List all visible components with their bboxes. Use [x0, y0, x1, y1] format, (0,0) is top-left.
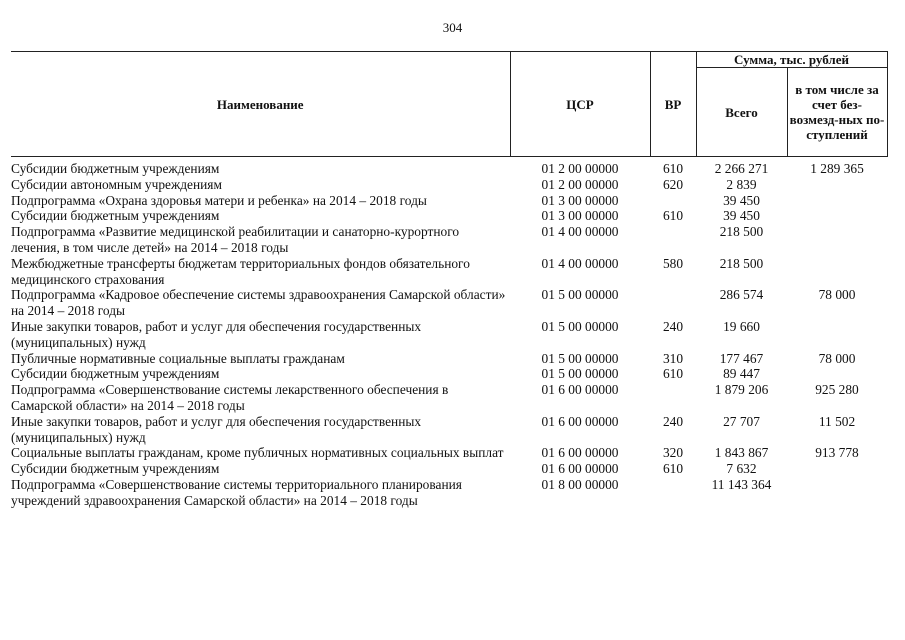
page-number: 304	[442, 20, 463, 35]
row-total: 2 266 271	[714, 161, 769, 176]
row-name: Публичные нормативные социальные выплаты гражданам	[11, 350, 345, 366]
row-total: 1 843 867	[714, 445, 769, 461]
row-name: Подпрограмма «Совершенствование системы лекарственного обеспечения в Самарской области» на 2014 – 2018 годы	[11, 382, 449, 413]
row-extra	[787, 224, 887, 256]
row-vr: 610	[662, 366, 684, 382]
row-vr	[650, 224, 696, 256]
row-csr: 01 6 00 00000	[541, 413, 619, 429]
row-extra	[787, 319, 887, 351]
row-csr: 01 6 00 00000	[541, 461, 619, 477]
row-total: 286 574	[719, 287, 764, 303]
row-csr: 01 5 00 00000	[541, 350, 619, 366]
header-csr: ЦСР	[510, 52, 650, 157]
row-vr	[650, 193, 696, 209]
row-csr: 01 2 00 00000	[541, 176, 619, 192]
row-csr: 01 5 00 00000	[541, 318, 619, 334]
row-csr: 01 3 00 00000	[541, 208, 619, 224]
row-name: Субсидии бюджетным учреждениям	[11, 461, 220, 477]
row-name: Иные закупки товаров, работ и услуг для обеспечения государственных (муниципальных) нужд	[11, 318, 422, 350]
row-extra	[787, 208, 887, 224]
row-extra	[787, 193, 887, 209]
row-extra: 1 289 365	[810, 161, 864, 176]
table-row	[11, 461, 887, 477]
row-total: 89 447	[723, 366, 760, 382]
row-total: 1 879 206	[714, 382, 769, 398]
row-name: Субсидии бюджетным учреждениям	[11, 161, 220, 176]
row-csr: 01 8 00 00000	[541, 476, 619, 492]
row-total: 19 660	[723, 318, 760, 334]
row-vr	[650, 382, 696, 414]
row-name: Субсидии автономным учреждениям	[11, 176, 222, 192]
row-vr: 310	[662, 350, 684, 366]
table-row	[11, 351, 887, 367]
row-extra: 925 280	[815, 382, 859, 398]
table-row	[11, 224, 887, 256]
header-name: Наименование	[11, 52, 510, 157]
row-total: 2 839	[726, 176, 757, 192]
row-vr	[650, 477, 696, 509]
row-csr: 01 4 00 00000	[541, 255, 619, 271]
table-row	[11, 256, 887, 288]
row-total: 218 500	[719, 224, 764, 240]
row-name: Подпрограмма «Охрана здоровья матери и ребенка» на 2014 – 2018 годы	[11, 192, 427, 208]
row-total: 218 500	[719, 255, 764, 271]
table-row	[11, 319, 887, 351]
row-vr: 610	[662, 461, 684, 477]
row-name: Субсидии бюджетным учреждениям	[11, 208, 220, 224]
row-vr: 580	[662, 255, 684, 271]
row-vr: 240	[662, 413, 684, 429]
table-row	[11, 477, 887, 509]
header-vr: ВР	[650, 52, 696, 157]
row-extra	[787, 477, 887, 509]
row-name: Субсидии бюджетным учреждениям	[11, 366, 220, 382]
row-csr: 01 2 00 00000	[541, 161, 619, 176]
row-total: 39 450	[723, 208, 760, 224]
row-total: 39 450	[723, 192, 760, 208]
table-row	[11, 445, 887, 461]
row-extra: 11 502	[818, 413, 856, 429]
table-row	[11, 382, 887, 414]
row-extra: 78 000	[818, 287, 856, 303]
table-header	[11, 52, 887, 157]
table-row	[11, 193, 887, 209]
row-csr: 01 5 00 00000	[541, 366, 619, 382]
table-row	[11, 414, 887, 446]
table-row	[11, 177, 887, 193]
row-csr: 01 5 00 00000	[541, 287, 619, 303]
row-extra: 913 778	[815, 445, 859, 461]
table-row	[11, 157, 887, 177]
row-extra	[787, 461, 887, 477]
row-vr: 620	[662, 176, 684, 192]
row-csr: 01 6 00 00000	[541, 445, 619, 461]
row-total: 7 632	[726, 461, 757, 477]
row-extra	[787, 366, 887, 382]
header-sum: Сумма, тыс. рублей	[696, 52, 887, 68]
row-total: 177 467	[719, 350, 764, 366]
row-csr: 01 4 00 00000	[541, 224, 619, 240]
row-name: Подпрограмма «Кадровое обеспечение системы здравоохранения Самарской области» на 2014 – 2018 годы	[11, 287, 506, 319]
row-vr	[650, 287, 696, 319]
row-csr: 01 3 00 00000	[541, 192, 619, 208]
row-vr: 610	[662, 208, 684, 224]
row-name: Подпрограмма «Совершенствование системы территориального планирования учреждений здравоохранения Самарской области» на 2014 – 2018 годы	[11, 476, 462, 508]
row-total: 11 143 364	[711, 476, 772, 492]
row-name: Иные закупки товаров, работ и услуг для обеспечения государственных (муниципальных) нужд	[11, 413, 422, 445]
header-total: Всего	[696, 68, 787, 157]
row-total: 27 707	[723, 413, 760, 429]
table-row	[11, 287, 887, 319]
budget-table	[11, 51, 888, 509]
row-extra	[787, 256, 887, 288]
row-vr: 240	[662, 318, 684, 334]
row-name: Межбюджетные трансферты бюджетам территориальных фондов обязательного медицинского страхования	[11, 255, 470, 287]
row-vr: 610	[662, 161, 684, 176]
row-csr: 01 6 00 00000	[541, 382, 619, 398]
row-extra: 78 000	[818, 350, 856, 366]
row-vr: 320	[662, 445, 684, 461]
header-extra: в том числе за счет без-возмезд-ных по-ступлений	[787, 68, 887, 157]
row-name: Подпрограмма «Развитие медицинской реабилитации и санаторно-курортного лечения, в том числе детей» на 2014 – 2018 годы	[11, 224, 460, 255]
row-name: Социальные выплаты гражданам, кроме публичных нормативных социальных выплат	[11, 445, 504, 461]
table-row	[11, 208, 887, 224]
row-extra	[787, 177, 887, 193]
table-row	[11, 366, 887, 382]
